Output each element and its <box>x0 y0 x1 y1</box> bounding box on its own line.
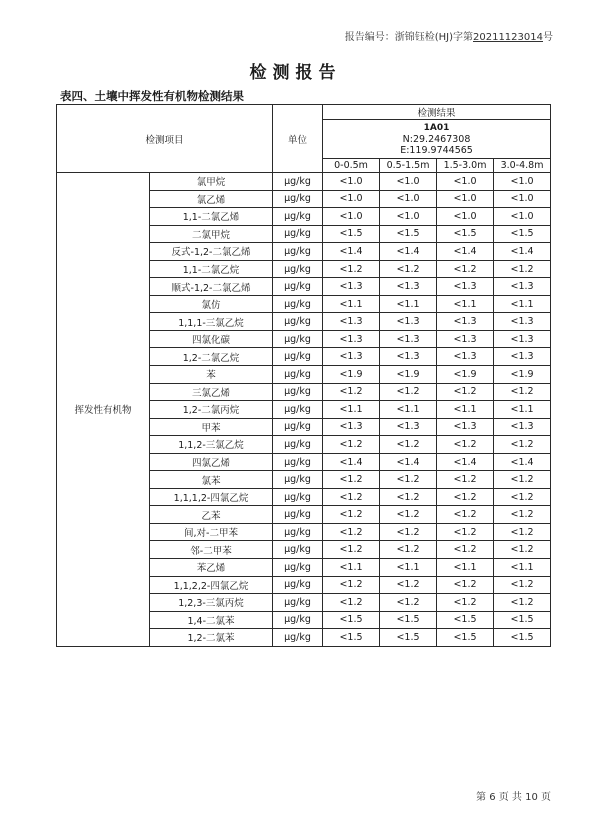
result-value: <1.4 <box>380 243 437 261</box>
result-value: <1.1 <box>323 559 380 577</box>
analyte-unit: μg/kg <box>273 366 323 384</box>
analyte-name: 1,2-二氯乙烷 <box>150 348 273 366</box>
result-value: <1.9 <box>437 366 494 384</box>
result-value: <1.0 <box>323 208 380 226</box>
result-value: <1.1 <box>323 295 380 313</box>
analyte-unit: μg/kg <box>273 225 323 243</box>
result-value: <1.3 <box>323 313 380 331</box>
analyte-name: 氯甲烷 <box>150 173 273 191</box>
result-value: <1.3 <box>380 330 437 348</box>
analyte-name: 间,对-二甲苯 <box>150 523 273 541</box>
analyte-unit: μg/kg <box>273 611 323 629</box>
result-value: <1.0 <box>437 208 494 226</box>
analyte-unit: μg/kg <box>273 243 323 261</box>
result-value: <1.2 <box>494 576 551 594</box>
result-value: <1.0 <box>437 190 494 208</box>
result-value: <1.3 <box>380 418 437 436</box>
result-value: <1.3 <box>494 418 551 436</box>
result-value: <1.2 <box>380 260 437 278</box>
result-value: <1.4 <box>380 453 437 471</box>
result-value: <1.2 <box>437 383 494 401</box>
result-value: <1.1 <box>380 559 437 577</box>
analyte-unit: μg/kg <box>273 418 323 436</box>
report-number-label: 报告编号：浙锦钰检(HJ)字第 <box>344 32 473 43</box>
result-value: <1.5 <box>380 225 437 243</box>
result-value: <1.0 <box>380 173 437 191</box>
analyte-unit: μg/kg <box>273 594 323 612</box>
result-value: <1.4 <box>323 243 380 261</box>
result-value: <1.1 <box>437 559 494 577</box>
result-value: <1.3 <box>380 278 437 296</box>
analyte-unit: μg/kg <box>273 541 323 559</box>
analyte-name: 1,2-二氯苯 <box>150 629 273 647</box>
result-value: <1.2 <box>323 471 380 489</box>
analyte-name: 乙苯 <box>150 506 273 524</box>
result-value: <1.0 <box>380 190 437 208</box>
analyte-name: 氯仿 <box>150 295 273 313</box>
result-value: <1.1 <box>494 295 551 313</box>
result-value: <1.3 <box>494 313 551 331</box>
depth-header: 0.5-1.5m <box>380 159 437 173</box>
analyte-unit: μg/kg <box>273 278 323 296</box>
analyte-name: 三氯乙烯 <box>150 383 273 401</box>
result-value: <1.1 <box>380 401 437 419</box>
result-value: <1.9 <box>380 366 437 384</box>
report-number-suffix: 号 <box>543 32 553 43</box>
result-value: <1.9 <box>494 366 551 384</box>
result-value: <1.3 <box>437 313 494 331</box>
result-value: <1.2 <box>323 506 380 524</box>
result-value: <1.0 <box>323 190 380 208</box>
report-number-line <box>345 28 553 43</box>
analyte-name: 1,2,3-三氯丙烷 <box>150 594 273 612</box>
result-value: <1.2 <box>323 576 380 594</box>
result-value: <1.2 <box>323 523 380 541</box>
result-value: <1.2 <box>437 506 494 524</box>
result-value: <1.2 <box>380 523 437 541</box>
point-id: 1A01 <box>423 122 450 133</box>
sampling-point <box>323 120 551 159</box>
analyte-name: 顺式-1,2-二氯乙烯 <box>150 278 273 296</box>
point-latitude: N:29.2467308 <box>402 133 471 145</box>
result-value: <1.2 <box>494 594 551 612</box>
result-value: <1.3 <box>323 348 380 366</box>
result-value: <1.2 <box>494 541 551 559</box>
result-value: <1.9 <box>323 366 380 384</box>
result-value: <1.5 <box>380 629 437 647</box>
analyte-unit: μg/kg <box>273 506 323 524</box>
category-cell: 挥发性有机物 <box>57 173 150 647</box>
result-value: <1.0 <box>494 208 551 226</box>
analyte-unit: μg/kg <box>273 173 323 191</box>
result-value: <1.4 <box>437 243 494 261</box>
result-value: <1.3 <box>323 418 380 436</box>
header-item: 检测项目 <box>57 105 273 173</box>
analyte-unit: μg/kg <box>273 260 323 278</box>
result-value: <1.1 <box>380 295 437 313</box>
result-value: <1.1 <box>494 559 551 577</box>
analyte-unit: μg/kg <box>273 190 323 208</box>
result-value: <1.2 <box>323 541 380 559</box>
result-value: <1.5 <box>437 225 494 243</box>
analyte-name: 1,2-二氯丙烷 <box>150 401 273 419</box>
result-value: <1.5 <box>494 225 551 243</box>
analyte-name: 1,4-二氯苯 <box>150 611 273 629</box>
result-value: <1.0 <box>494 190 551 208</box>
page-number: 第 6 页 共 10 页 <box>476 792 551 803</box>
result-value: <1.5 <box>323 225 380 243</box>
analyte-name: 1,1,1,2-四氯乙烷 <box>150 488 273 506</box>
result-value: <1.2 <box>437 436 494 454</box>
result-value: <1.2 <box>380 383 437 401</box>
table-row <box>57 173 551 191</box>
result-value: <1.2 <box>437 576 494 594</box>
analyte-unit: μg/kg <box>273 436 323 454</box>
results-table <box>56 104 551 647</box>
result-value: <1.2 <box>323 260 380 278</box>
result-value: <1.2 <box>323 488 380 506</box>
analyte-name: 1,1,2,2-四氯乙烷 <box>150 576 273 594</box>
result-value: <1.1 <box>494 401 551 419</box>
analyte-name: 反式-1,2-二氯乙烯 <box>150 243 273 261</box>
analyte-name: 氯苯 <box>150 471 273 489</box>
result-value: <1.2 <box>323 436 380 454</box>
analyte-unit: μg/kg <box>273 488 323 506</box>
result-value: <1.2 <box>323 594 380 612</box>
result-value: <1.4 <box>437 453 494 471</box>
result-value: <1.3 <box>437 278 494 296</box>
result-value: <1.5 <box>494 629 551 647</box>
analyte-unit: μg/kg <box>273 523 323 541</box>
result-value: <1.0 <box>380 208 437 226</box>
result-value: <1.3 <box>323 330 380 348</box>
result-value: <1.3 <box>380 348 437 366</box>
header-unit: 单位 <box>273 105 323 173</box>
result-value: <1.2 <box>380 576 437 594</box>
result-value: <1.2 <box>437 541 494 559</box>
analyte-unit: μg/kg <box>273 471 323 489</box>
analyte-name: 苯乙烯 <box>150 559 273 577</box>
result-value: <1.4 <box>323 453 380 471</box>
result-value: <1.2 <box>380 471 437 489</box>
result-value: <1.5 <box>437 611 494 629</box>
result-value: <1.3 <box>323 278 380 296</box>
result-value: <1.2 <box>437 471 494 489</box>
result-value: <1.3 <box>494 330 551 348</box>
result-value: <1.2 <box>380 541 437 559</box>
analyte-name: 四氯化碳 <box>150 330 273 348</box>
result-value: <1.2 <box>494 436 551 454</box>
depth-header: 1.5-3.0m <box>437 159 494 173</box>
result-value: <1.3 <box>494 278 551 296</box>
result-value: <1.2 <box>494 471 551 489</box>
result-value: <1.5 <box>323 611 380 629</box>
result-value: <1.2 <box>494 506 551 524</box>
result-value: <1.5 <box>380 611 437 629</box>
result-value: <1.2 <box>494 383 551 401</box>
result-value: <1.3 <box>437 418 494 436</box>
result-value: <1.1 <box>437 295 494 313</box>
depth-header: 0-0.5m <box>323 159 380 173</box>
result-value: <1.2 <box>380 436 437 454</box>
analyte-unit: μg/kg <box>273 295 323 313</box>
result-value: <1.0 <box>494 173 551 191</box>
analyte-name: 甲苯 <box>150 418 273 436</box>
analyte-name: 邻-二甲苯 <box>150 541 273 559</box>
analyte-name: 二氯甲烷 <box>150 225 273 243</box>
result-value: <1.0 <box>323 173 380 191</box>
analyte-name: 氯乙烯 <box>150 190 273 208</box>
result-value: <1.3 <box>494 348 551 366</box>
document-title: 检测报告 <box>249 63 342 83</box>
analyte-unit: μg/kg <box>273 559 323 577</box>
result-value: <1.3 <box>437 330 494 348</box>
analyte-name: 1,1-二氯乙烷 <box>150 260 273 278</box>
analyte-name: 1,1,1-三氯乙烷 <box>150 313 273 331</box>
analyte-name: 苯 <box>150 366 273 384</box>
result-value: <1.2 <box>380 488 437 506</box>
header-results: 检测结果 <box>323 105 551 120</box>
result-value: <1.2 <box>494 523 551 541</box>
result-value: <1.5 <box>437 629 494 647</box>
depth-header: 3.0-4.8m <box>494 159 551 173</box>
result-value: <1.0 <box>437 173 494 191</box>
result-value: <1.5 <box>323 629 380 647</box>
result-value: <1.2 <box>380 506 437 524</box>
analyte-unit: μg/kg <box>273 576 323 594</box>
result-value: <1.2 <box>380 594 437 612</box>
point-longitude: E:119.9744565 <box>400 144 473 156</box>
table-caption: 表四、土壤中挥发性有机物检测结果 <box>60 89 244 103</box>
result-value: <1.1 <box>323 401 380 419</box>
result-rows <box>57 173 551 647</box>
result-value: <1.2 <box>437 523 494 541</box>
result-value: <1.3 <box>437 348 494 366</box>
result-value: <1.4 <box>494 453 551 471</box>
analyte-unit: μg/kg <box>273 313 323 331</box>
analyte-name: 1,1,2-三氯乙烷 <box>150 436 273 454</box>
analyte-name: 1,1-二氯乙烯 <box>150 208 273 226</box>
result-value: <1.5 <box>494 611 551 629</box>
result-value: <1.1 <box>437 401 494 419</box>
analyte-unit: μg/kg <box>273 208 323 226</box>
report-number-value: 20211123014 <box>473 32 543 43</box>
analyte-name: 四氯乙烯 <box>150 453 273 471</box>
analyte-unit: μg/kg <box>273 629 323 647</box>
analyte-unit: μg/kg <box>273 330 323 348</box>
result-value: <1.4 <box>494 243 551 261</box>
result-value: <1.2 <box>437 488 494 506</box>
analyte-unit: μg/kg <box>273 453 323 471</box>
result-value: <1.2 <box>437 260 494 278</box>
result-value: <1.3 <box>380 313 437 331</box>
analyte-unit: μg/kg <box>273 401 323 419</box>
result-value: <1.2 <box>494 260 551 278</box>
analyte-unit: μg/kg <box>273 383 323 401</box>
result-value: <1.2 <box>494 488 551 506</box>
analyte-unit: μg/kg <box>273 348 323 366</box>
result-value: <1.2 <box>437 594 494 612</box>
result-value: <1.2 <box>323 383 380 401</box>
